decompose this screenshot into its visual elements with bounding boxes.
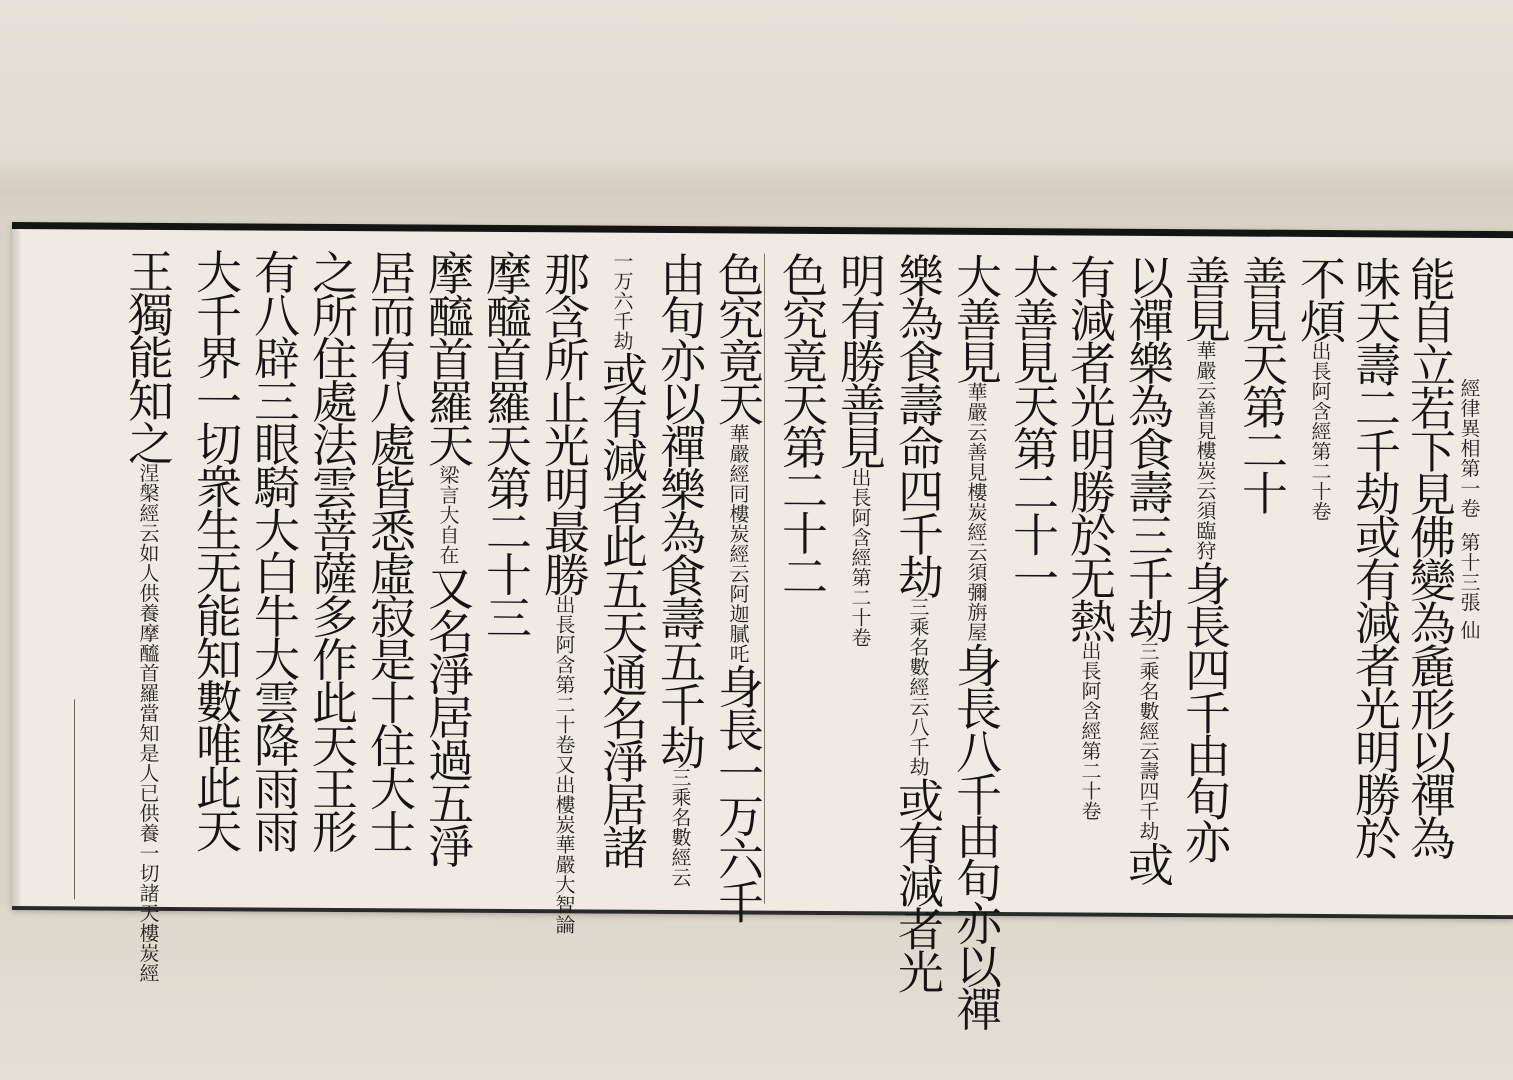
text-column: 不煩出長阿含經第二十卷 [1293, 254, 1347, 522]
annotation: 三乘名數經云八千劫 [906, 596, 930, 777]
text-column: 大千界一切衆生无能知數唯此天 [189, 248, 243, 851]
section-heading: 善見天第二十 [1235, 254, 1289, 513]
text-column: 一万六千劫或有減者此五天通名淨居諸 [595, 250, 649, 867]
sutra-title [1458, 378, 1480, 640]
background-sheet-top [0, 0, 1513, 240]
annotation: 華嚴云善見樓炭經云須彌旃屋 [964, 381, 988, 642]
page-mark: 仙 [1457, 619, 1481, 640]
text-column: 以禪樂為食壽三千劫三乘名數經云壽四千劫或 [1121, 253, 1175, 885]
text-column: 樂為食壽命四千劫三乘名數經云八千劫或有減者光 [891, 252, 945, 992]
text-column: 能自立若下見佛變為麁形以禪為 [1403, 255, 1457, 858]
annotation: 涅槃經云如人供養摩醯首羅當知是人已供養一切諸天樓炭經 [136, 462, 160, 983]
annotation: 一万六千劫 [610, 250, 634, 351]
text-column: 居而有八處皆悉虛寂是十住大士 [363, 249, 417, 852]
annotation: 出長阿含經第二十卷 [848, 467, 872, 648]
text-column: 那含所止光明最勝出長阿含第二十卷又出樓炭華嚴大智論 [537, 250, 591, 935]
text-column: 味天壽二千劫或有減者光明勝於 [1348, 255, 1402, 858]
paper-fold-shadow [0, 160, 1513, 220]
margin-line [74, 699, 75, 899]
background-sheet-bottom [0, 905, 1513, 1080]
page-edge [12, 229, 22, 906]
text-column: 之所住處法雲菩薩多作此天王形 [305, 248, 359, 852]
annotation: 出長阿含第二十卷又出樓炭華嚴大智論 [552, 594, 576, 935]
text-column: 由旬亦以禪樂為食壽五千劫三乘名數經云 [653, 250, 707, 888]
annotation: 梁言大自在 [436, 464, 460, 565]
text-column: 王獨能知之涅槃經云如人供養摩醯首羅當知是人已供養一切諸天樓炭經 [121, 247, 175, 983]
annotation: 三乘名數經云 [668, 767, 692, 888]
annotation: 三乘名數經云壽四千劫 [1136, 640, 1160, 842]
annotation: 出長阿含經第二十卷 [1078, 640, 1102, 821]
title-text: 經律異相第一卷 [1457, 377, 1481, 518]
section-heading: 色究竟天第二十二 [775, 251, 829, 596]
text-column: 善見華嚴云善見樓炭云須臨狩身長四千由旬亦 [1178, 254, 1232, 862]
text-column: 大善見華嚴云善見樓炭經云須彌旃屋身長八千由旬亦以禪 [949, 252, 1003, 1030]
text-column: 摩醯首羅天梁言大自在又名淨居過五淨 [421, 249, 475, 866]
text-column: 色究竟天華嚴經同樓炭經云阿迦膩吒身長一万六千 [711, 251, 765, 922]
text-column: 有減者光明勝於无熱出長阿含經第二十卷 [1063, 253, 1117, 821]
text-column: 有八辟三眼騎大白牛大雲降雨雨 [247, 248, 301, 851]
printed-page [12, 222, 1513, 1030]
section-heading: 大善見天第二十一 [1006, 253, 1060, 598]
annotation: 華嚴經同樓炭經云阿迦膩吒 [726, 423, 750, 664]
annotation: 華嚴云善見樓炭云須臨狩 [1193, 340, 1217, 561]
page-label: 第十三張 [1457, 531, 1481, 612]
annotation: 出長阿含經第二十卷 [1308, 340, 1332, 522]
text-column: 明有勝善見出長阿含經第二十卷 [833, 252, 887, 648]
section-heading: 摩醯首羅天第二十三 [479, 249, 533, 638]
